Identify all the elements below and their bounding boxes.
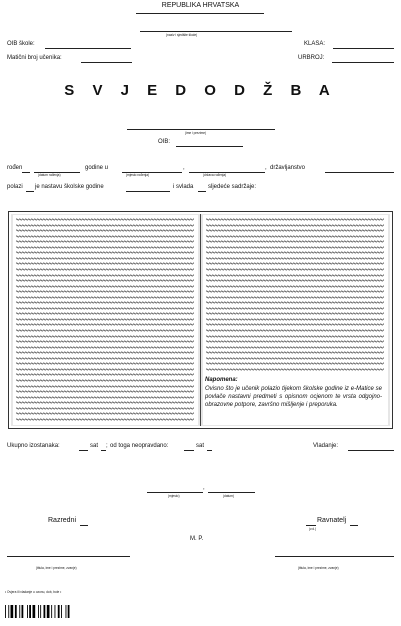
school-name-caption: (naziv i sjedište škole): [166, 33, 198, 37]
issue-place-field[interactable]: [147, 492, 203, 493]
citizenship-label: državljanstvo: [270, 165, 306, 171]
comma-3: ,: [203, 485, 205, 491]
left-placeholder-line: [16, 312, 194, 315]
left-placeholder-line: [16, 340, 194, 343]
left-placeholder-line: [16, 246, 194, 249]
student-registry-label: Matični broj učenika:: [7, 55, 62, 61]
right-placeholder-line: [206, 257, 384, 260]
left-placeholder-line: [16, 301, 194, 304]
right-placeholder-line: [206, 268, 384, 271]
birth-date-caption: (datum rođenja): [38, 173, 61, 177]
left-placeholder-line: [16, 362, 194, 365]
left-placeholder-line: [16, 279, 194, 282]
right-placeholder-line: [206, 296, 384, 299]
left-placeholder-line: [16, 357, 194, 360]
right-placeholder-line: [206, 351, 384, 354]
issue-date-caption: (datum): [223, 494, 234, 498]
right-placeholder-line: [206, 251, 384, 254]
left-placeholder-line: [16, 307, 194, 310]
left-placeholder-line: [16, 251, 194, 254]
left-placeholder-line: [16, 390, 194, 393]
left-placeholder-line: [16, 351, 194, 354]
absence-unexcused-field[interactable]: [184, 450, 194, 451]
right-placeholder-line: [206, 323, 384, 326]
class-teacher-signature-line[interactable]: [7, 556, 130, 557]
student-name-field[interactable]: [127, 129, 275, 130]
attended-label: polazi: [7, 184, 23, 190]
comma-1: ,: [183, 165, 185, 171]
left-placeholder-line: [16, 368, 194, 371]
right-placeholder-line: [206, 368, 384, 371]
principal-label: Ravnatelj: [317, 517, 347, 524]
left-placeholder-line: [16, 296, 194, 299]
comma-2: ,: [265, 165, 267, 171]
left-placeholder-line: [16, 235, 194, 238]
left-placeholder-line: [16, 401, 194, 404]
right-placeholder-line: [206, 262, 384, 265]
note-heading: Napomena:: [205, 377, 238, 383]
urbroj-field[interactable]: [332, 62, 394, 63]
right-placeholder-line: [206, 340, 384, 343]
principal-signature-line[interactable]: [275, 556, 394, 557]
right-placeholder-line: [206, 318, 384, 321]
left-placeholder-line: [16, 412, 194, 415]
left-placeholder-line: [16, 379, 194, 382]
left-placeholder-line: [16, 224, 194, 227]
right-placeholder-line: [206, 279, 384, 282]
left-placeholder-line: [16, 262, 194, 265]
country-header: REPUBLIKA HRVATSKA: [161, 2, 240, 9]
left-placeholder-line: [16, 323, 194, 326]
certificate-title: S V J E D O D Ž B A: [64, 82, 337, 99]
class-teacher-label: Razredni: [48, 517, 77, 524]
absence-unexcused-unit-line: [207, 450, 212, 451]
left-placeholder-line: [16, 346, 194, 349]
right-placeholder-line: [206, 357, 384, 360]
right-placeholder-line: [206, 240, 384, 243]
right-placeholder-line: [206, 224, 384, 227]
left-placeholder-line: [16, 335, 194, 338]
attended-label-3: i svlada: [173, 184, 194, 190]
attended-label-2: je nastavu školske godine: [35, 184, 104, 190]
birth-place-caption: (mjesto rođenja): [126, 173, 150, 177]
school-year-field[interactable]: [126, 191, 170, 192]
student-oib-label: OIB:: [158, 139, 171, 145]
absence-unexcused-unit: sat: [196, 443, 205, 449]
barcode-image: [5, 605, 105, 618]
left-placeholder-line: [16, 257, 194, 260]
left-placeholder-line: [16, 218, 194, 221]
semicolon: ;: [106, 443, 108, 449]
attended-gender-field[interactable]: [26, 191, 34, 192]
school-oib-label: OIB škole:: [7, 41, 35, 47]
footnote: • Ovjera ili vladanje u ozonu, dob, bole •: [5, 590, 62, 594]
right-placeholder-line: [206, 301, 384, 304]
left-placeholder-line: [16, 373, 194, 376]
right-placeholder-line: [206, 285, 384, 288]
note-body: Ovisno što je učenik polazio tijekom školske godine iz e-Matice se povlače nastavni predmeti s opisnom ocjenom te vrsta odgojno-obrazovne potpore, završno mišljenje i preporuka.: [205, 386, 382, 408]
right-placeholder-line: [206, 346, 384, 349]
mastered-gender-field[interactable]: [198, 191, 206, 192]
citizenship-field[interactable]: [325, 172, 394, 173]
student-name-caption: (ime i prezime): [185, 131, 207, 135]
left-placeholder-line: [16, 268, 194, 271]
header-rule: [136, 13, 264, 14]
left-placeholder-line: [16, 407, 194, 410]
principal-signature-caption: (titula, ime i prezime, zvanje): [298, 566, 339, 570]
left-placeholder-line: [16, 229, 194, 232]
column-divider: [200, 214, 201, 426]
class-teacher-signature-caption: (titula, ime i prezime, zvanje): [36, 566, 77, 570]
stamp-label: M. P.: [190, 536, 204, 542]
urbroj-label: URBROJ:: [298, 55, 325, 61]
right-placeholder-line: [206, 362, 384, 365]
principal-gender-field[interactable]: [306, 525, 316, 526]
school-oib-field[interactable]: [45, 48, 131, 49]
right-placeholder-line: [206, 307, 384, 310]
born-gender-field[interactable]: [22, 172, 30, 173]
right-placeholder-line: [206, 312, 384, 315]
left-placeholder-line: [16, 240, 194, 243]
right-placeholder-line: [206, 229, 384, 232]
left-placeholder-line: [16, 274, 194, 277]
left-placeholder-line: [16, 285, 194, 288]
absence-total-field[interactable]: [79, 450, 88, 451]
principal-caption: (v.d.): [309, 527, 317, 531]
right-placeholder-line: [206, 246, 384, 249]
conduct-label: Vladanje:: [313, 443, 339, 449]
year-label: godine u: [85, 165, 109, 171]
left-placeholder-line: [16, 290, 194, 293]
left-placeholder-line: [16, 385, 194, 388]
absence-total-unit-line: [101, 450, 106, 451]
right-placeholder-line: [206, 274, 384, 277]
born-label: rođen: [7, 165, 23, 171]
absence-total-unit: sat: [90, 443, 99, 449]
klasa-label: KLASA:: [304, 41, 326, 47]
issue-place-caption: (mjesto): [168, 494, 180, 498]
right-placeholder-line: [206, 218, 384, 221]
attended-label-4: sljedeće sadržaje:: [208, 184, 257, 190]
left-placeholder-line: [16, 396, 194, 399]
klasa-field[interactable]: [333, 48, 394, 49]
school-name-field[interactable]: [140, 31, 292, 32]
right-placeholder-line: [206, 329, 384, 332]
conduct-field[interactable]: [348, 450, 394, 451]
class-teacher-gender-field[interactable]: [80, 525, 88, 526]
absence-total-label: Ukupno izostanaka:: [7, 443, 60, 449]
principal-gender-field-2[interactable]: [350, 525, 358, 526]
student-registry-field[interactable]: [81, 62, 132, 63]
student-oib-field[interactable]: [176, 146, 243, 147]
right-placeholder-line: [206, 290, 384, 293]
left-placeholder-line: [16, 418, 194, 421]
issue-date-field[interactable]: [208, 492, 255, 493]
left-placeholder-line: [16, 329, 194, 332]
right-placeholder-line: [206, 235, 384, 238]
birth-state-caption: (država rođenja): [203, 173, 227, 177]
birth-state-field[interactable]: [189, 172, 265, 173]
absence-unexcused-label: od toga neopravdano:: [110, 443, 169, 449]
right-placeholder-line: [206, 335, 384, 338]
left-placeholder-line: [16, 318, 194, 321]
